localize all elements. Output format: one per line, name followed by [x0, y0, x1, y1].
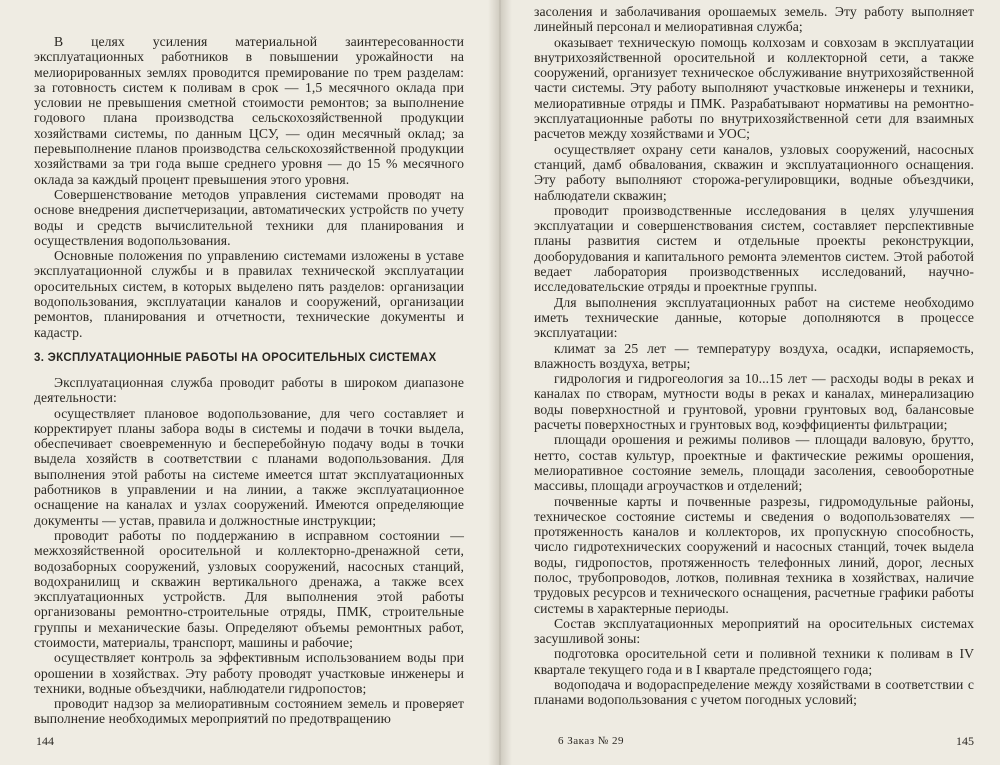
paragraph: гидрология и гидрогеология за 10...15 лет — расходы воды в реках и каналах по створам, мутности воды в реках и каналах, минерализацию воды поверхностной и грунтовой, уровни грунтовых вод, балансовые расчеты поверхностных и грунтовых вод, коэффициенты фильтрации; — [534, 371, 974, 433]
paragraph: климат за 25 лет — температуру воздуха, осадки, испаряемость, влажность воздуха, ветры; — [534, 340, 974, 371]
paragraph: Для выполнения эксплуатационных работ на системе необходимо иметь технические данные, которые дополняются в процессе эксплуатации: — [534, 294, 974, 341]
paragraph: проводит производственные исследования в целях улучшения эксплуатации и совершенствования систем, составляет перспективные планы развития систем и отдельные проекты реконструкции, дооборудования и капитального ремонта элементов систем. Этой работой ведает лаборатория производственных исследований, научно-исследовательские отряды и проектные группы. — [534, 202, 974, 295]
paragraph: Эксплуатационная служба проводит работы в широком диапазоне деятельности: — [34, 374, 464, 406]
paragraph: почвенные карты и почвенные разрезы, гидромодульные районы, техническое состояние системы и сведения о водопользователях — протяженность каналов и коллекторов, их пропускную способность, число гидротехнических сооружений и насосных станций, точек выдела воды, гидропостов, протяженность телефонных линий, дорог, лесных полос, трубопроводов, лотков, поливная техника в хозяйствах, наличие трудовых ресурсов и технического оснащения, расчетные графики работы системы в характерные периоды. — [534, 493, 974, 616]
paragraph: оказывает техническую помощь колхозам и совхозам в эксплуатации внутрихозяйственной оросительной и коллекторной сети, а также сооружений, организует техническое обслуживание внутрихозяйственной части системы. Эту работу выполняют участковые инженеры и техники, мелиоративные отряды и ПМК. Разрабатывают нормативы на ремонтно-эксплуатационные работы по внутрихозяйственной сети для взаимных расчетов между хозяйствами и УОС; — [534, 34, 974, 142]
paragraph: подготовка оросительной сети и поливной техники к поливам в IV квартале текущего года и в I квартале предстоящего года; — [534, 646, 974, 677]
paragraph: Основные положения по управлению системами изложены в уставе эксплуатационной службы и в правилах технической эксплуатации оросительных систем, в которых выделено пять разделов: организации водопользования, эксплуатации каналов и сооружений, организации ремонтов, планирования и отчетности, технические документы и кадастр. — [34, 248, 464, 340]
paragraph: проводит надзор за мелиоративным состоянием земель и проверяет выполнение необходимых мероприятий по предотвращению — [34, 696, 464, 727]
paragraph: осуществляет охрану сети каналов, узловых сооружений, насосных станций, дамб обвалования, скважин и эксплуатационного оснащения. Эту работу выполняют сторожа-регулировщики, водные объездчики, наблюдатели скважин; — [534, 141, 974, 203]
printer-signature: 6 Заказ № 29 — [558, 735, 625, 747]
page-number: 145 — [956, 734, 974, 748]
page-number: 144 — [36, 734, 54, 748]
paragraph: осуществляет контроль за эффективным использованием воды при орошении в хозяйствах. Эту работу проводят участковые инженеры и техники, водные объездчики, наблюдатели гидропостов; — [34, 650, 464, 696]
paragraph: площади орошения и режимы поливов — площади валовую, брутто, нетто, состав культур, проектные и фактические режимы орошения, мелиоративное состояние земель, площади засоления, севооборотные массивы, площади агроучастков и отделений; — [534, 432, 974, 494]
paragraph: водоподача и водораспределение между хозяйствами в соответствии с планами водопользования с учетом погодных условий; — [534, 677, 974, 708]
paragraph: осуществляет плановое водопользование, для чего составляет и корректирует планы забора воды в системы и подачи в точки выдела, обеспечивает своевременную и бесперебойную подачу воды в точки выдела хозяйств в соответствии с планами водопользования. Для выполнения этой работы на системе имеется штат эксплуатационных работников в управлении и на линии, а также эксплуатационное оснащение на каналах и узлах сооружений. Имеются определяющие документы — устав, правила и должностные инструкции; — [34, 405, 464, 528]
paragraph: Состав эксплуатационных мероприятий на оросительных системах засушливой зоны: — [534, 615, 974, 647]
paragraph: В целях усиления материальной заинтересованности эксплуатационных работников в повышении урожайности на мелиорированных землях проводится премирование по трем разделам: за готовность систем к поливам в срок — 1,5 месячного оклада при условии не превышения сметной стоимости ремонтов; за выполнение годового плана производства сельскохозяйственной продукции хозяйствами системы, по данным ЦСУ, — один месячный оклад; за перевыполнение планов производства сельскохозяйственной продукции хозяйствами за три года выше среднего уровня — до 15 % месячного оклада за каждый процент превышения этого уровня. — [34, 34, 464, 187]
paragraph: Совершенствование методов управления системами проводят на основе внедрения диспетчеризации, автоматических устройств по учету воды и средств вычислительной техники для планирования и осуществления водопользования. — [34, 186, 464, 248]
right-page — [500, 0, 1000, 765]
paragraph: проводит работы по поддержанию в исправном состоянии — межхозяйственной оросительной и коллекторно-дренажной сети, водозаборных сооружений, узловых сооружений, насосных станций, водохранилищ и скважин вертикального дренажа, а также всех эксплуатационных устройств. Для выполнения этой работы организованы ремонтно-строительные отряды, ПМК, строительные группы и механические базы. Определяют объемы ремонтных работ, стоимости, материалы, транспорт, машины и рабочие; — [34, 527, 464, 650]
paragraph: засоления и заболачивания орошаемых земель. Эту работу выполняет линейный персонал и мелиоративная служба; — [534, 4, 974, 35]
section-heading: 3. ЭКСПЛУАТАЦИОННЫЕ РАБОТЫ НА ОРОСИТЕЛЬНЫХ СИСТЕМАХ — [34, 351, 437, 364]
